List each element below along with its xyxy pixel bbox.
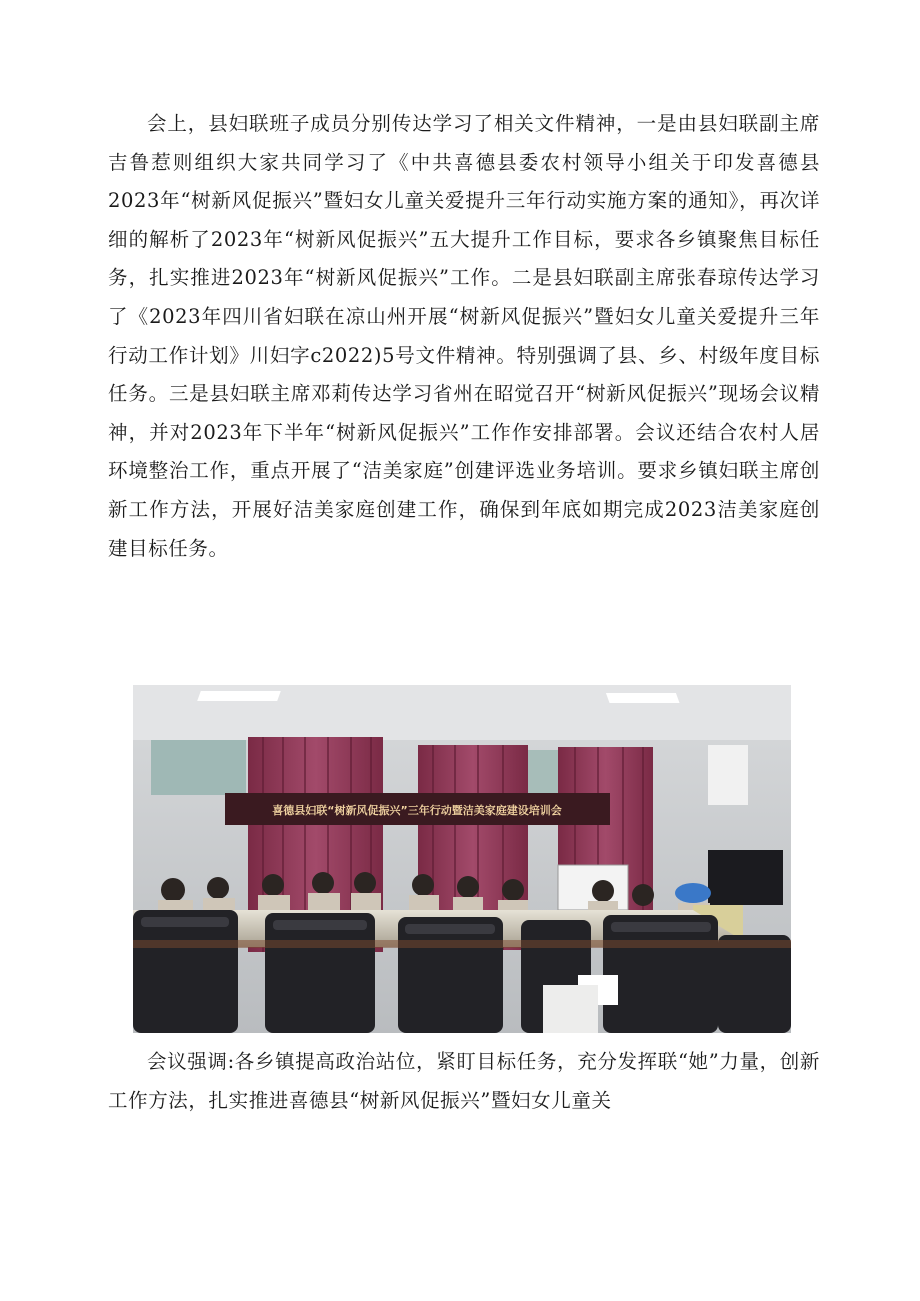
meeting-photo [133, 685, 791, 1033]
body-paragraph-1: 会上，县妇联班子成员分别传达学习了相关文件精神，一是由县妇联副主席吉鲁惹则组织大家共同学习了《中共喜德县委农村领导小组关于印发喜德县2023年“树新风促振兴”暨妇女儿童关爱提升三年行动实施方案的通知》，再次详细的解析了2023年“树新风促振兴”五大提升工作目标，要求各乡镇聚焦目标任务，扎实推进2023年“树新风促振兴”工作。二是县妇联副主席张春琼传达学习了《2023年四川省妇联在凉山州开展“树新风促振兴”暨妇女儿童关爱提升三年行动工作计划》川妇字c2022)5号文件精神。特别强调了县、乡、村级年度目标任务。三是县妇联主席邓莉传达学习省州在昭觉召开“树新风促振兴”现场会议精神，并对2023年下半年“树新风促振兴”工作作安排部署。会议还结合农村人居环境整治工作，重点开展了“洁美家庭”创建评选业务培训。要求乡镇妇联主席创新工作方法，开展好洁美家庭创建工作，确保到年底如期完成2023洁美家庭创建目标任务。 [108, 112, 820, 560]
banner-text: 喜德县妇联“树新风促振兴”三年行动暨洁美家庭建设培训会 [272, 804, 562, 817]
body-paragraph-2: 会议强调:各乡镇提高政治站位，紧盯目标任务，充分发挥联“她”力量，创新工作方法，扎实推进喜德县“树新风促振兴”暨妇女儿童关 [108, 1050, 820, 1112]
